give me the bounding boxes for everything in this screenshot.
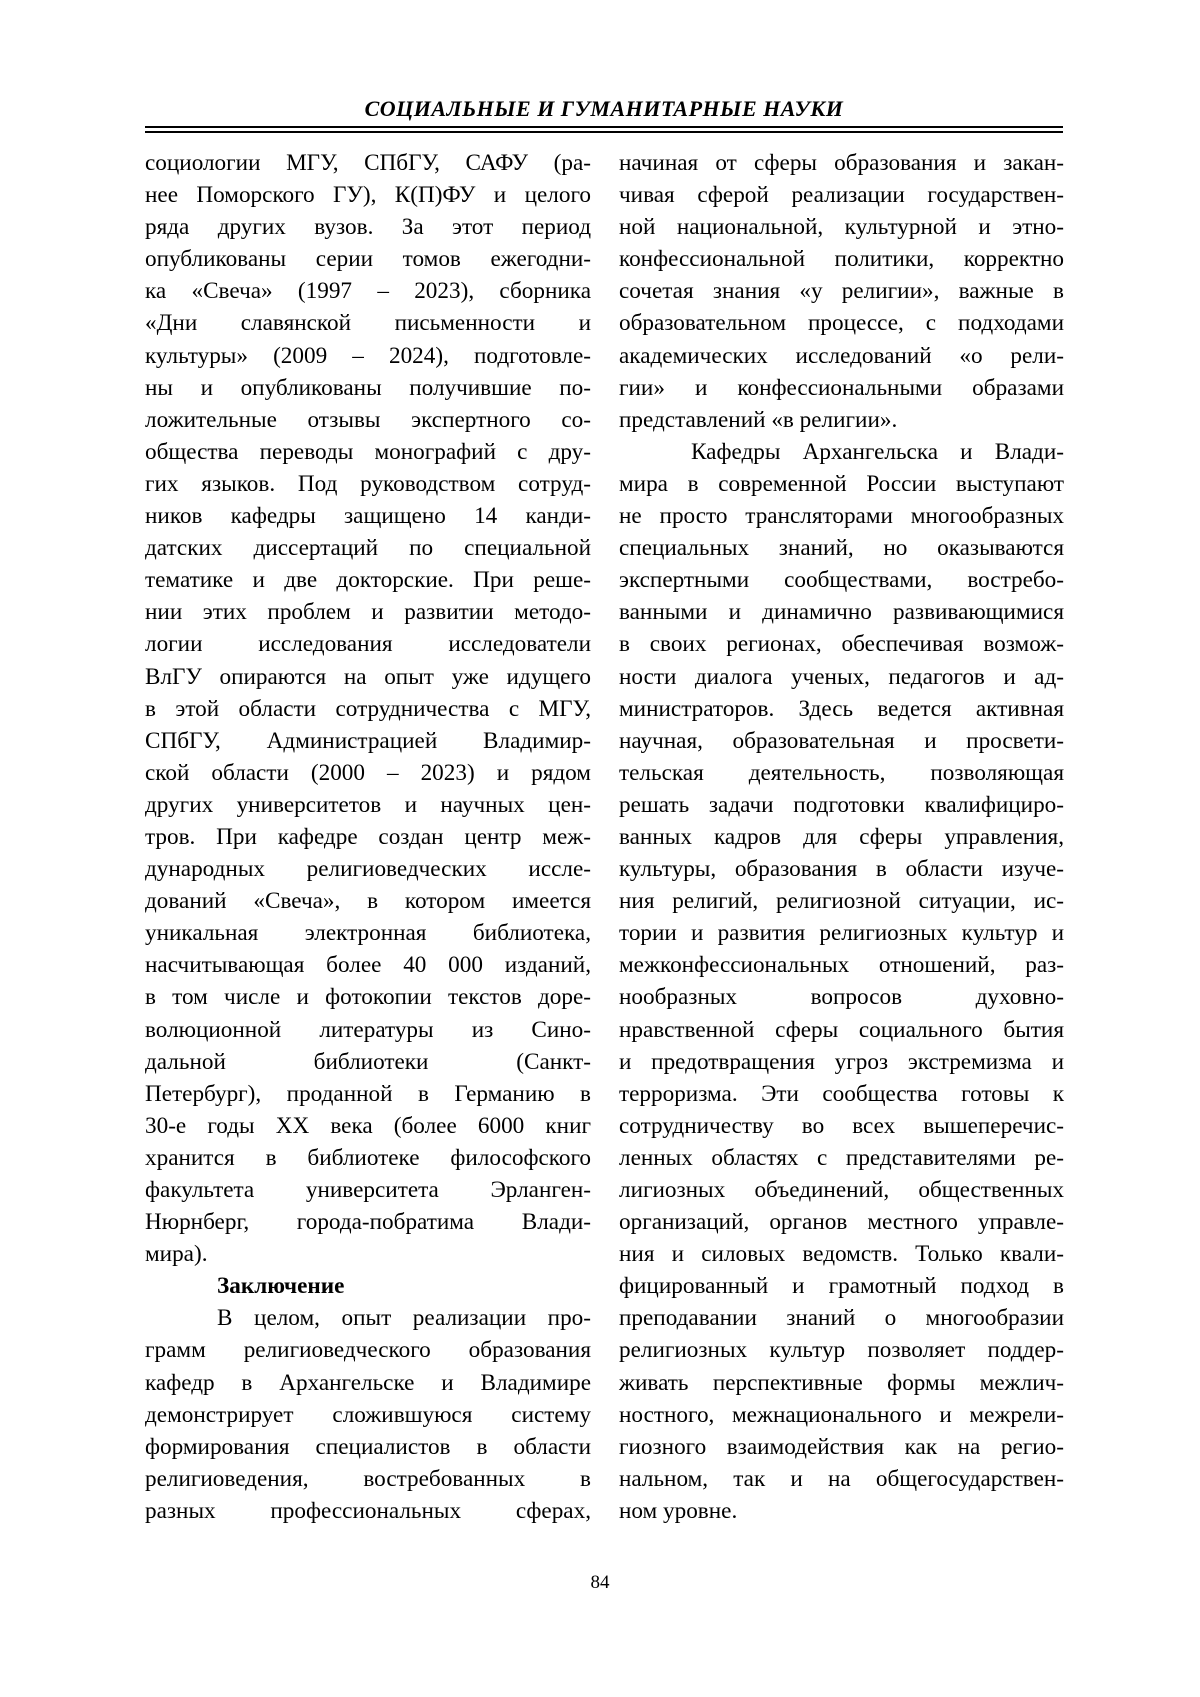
text-line: преподавании знаний о многообразии — [619, 1305, 1064, 1332]
text-line: не просто трансляторами многообразных — [619, 503, 1064, 530]
text-line: нравственной сферы социального бытия — [619, 1016, 1064, 1043]
right-column — [619, 147, 1064, 1527]
text-line: нальном, так и на общегосударствен- — [619, 1465, 1064, 1492]
text-line: экспертными сообществами, востребо- — [619, 567, 1064, 594]
text-line: решать задачи подготовки квалифициро- — [619, 791, 1064, 818]
text-line: Петербург), проданной в Германию в — [145, 1080, 591, 1107]
text-line: 30-е годы XX века (более 6000 книг — [145, 1112, 591, 1139]
text-line: в своих регионах, обеспечивая возмож- — [619, 631, 1064, 658]
text-line: нее Поморского ГУ), К(П)ФУ и целого — [145, 182, 591, 209]
text-line: ном уровне. — [619, 1497, 738, 1524]
text-line: фицированный и грамотный подход в — [619, 1273, 1064, 1300]
text-line: насчитывающая более 40 000 изданий, — [145, 952, 591, 979]
text-line: формирования специалистов в области — [145, 1433, 591, 1460]
left-column — [145, 147, 591, 1527]
page-number: 84 — [590, 1572, 610, 1593]
text-line: ряда других вузов. За этот период — [145, 214, 591, 241]
text-line: религиоведения, востребованных в — [145, 1465, 591, 1492]
text-line: ности диалога ученых, педагогов и ад- — [619, 663, 1064, 690]
text-line: ной национальной, культурной и этно- — [619, 214, 1064, 241]
left-paragraph-1 — [145, 147, 591, 1270]
text-line: дований «Свеча», в котором имеется — [145, 888, 591, 915]
text-line: нообразных вопросов духовно- — [619, 984, 1064, 1011]
text-line: сотрудничеству во всех вышеперечис- — [619, 1112, 1064, 1139]
text-line: кафедр в Архангельске и Владимире — [145, 1369, 591, 1396]
header-rule-bottom — [145, 131, 1063, 133]
text-line: ванных кадров для сферы управления, — [619, 823, 1064, 850]
text-line: логии исследования исследователи — [145, 631, 591, 658]
text-line: в этой области сотрудничества с МГУ, — [145, 695, 591, 722]
text-line: живать перспективные формы межлич- — [619, 1369, 1064, 1396]
text-line: датских диссертаций по специальной — [145, 535, 591, 562]
text-line: волюционной литературы из Сино- — [145, 1016, 591, 1043]
text-line: опубликованы серии томов ежегодни- — [145, 246, 591, 273]
text-line: ложительные отзывы экспертного со- — [145, 406, 591, 433]
text-line: общества переводы монографий с дру- — [145, 438, 591, 465]
text-line: СПбГУ, Администрацией Владимир- — [145, 727, 591, 754]
text-line: и предотвращения угроз экстремизма и — [619, 1048, 1064, 1075]
text-line: ской области (2000 – 2023) и рядом — [145, 759, 591, 786]
text-line: разных профессиональных сферах, — [145, 1497, 591, 1524]
text-line: мира в современной России выступают — [619, 470, 1064, 497]
text-line: демонстрирует сложившуюся систему — [145, 1401, 591, 1428]
text-line: грамм религиоведческого образования — [145, 1337, 591, 1364]
text-line: тров. При кафедре создан центр меж- — [145, 823, 591, 850]
text-line: тории и развития религиозных культур и — [619, 920, 1064, 947]
text-line: В целом, опыт реализации про- — [217, 1305, 591, 1332]
text-line: межконфессиональных отношений, раз- — [619, 952, 1064, 979]
text-line: других университетов и научных цен- — [145, 791, 591, 818]
text-line: гии» и конфессиональными образами — [619, 374, 1064, 401]
text-line: ВлГУ опираются на опыт уже идущего — [145, 663, 591, 690]
left-paragraph-2 — [145, 1302, 591, 1527]
text-line: религиозных культур позволяет поддер- — [619, 1337, 1064, 1364]
conclusion-subheading: Заключение — [217, 1273, 345, 1300]
text-line: ников кафедры защищено 14 канди- — [145, 503, 591, 530]
text-line: терроризма. Эти сообщества готовы к — [619, 1080, 1064, 1107]
text-line: чивая сферой реализации государствен- — [619, 182, 1064, 209]
text-line: сочетая знания «у религии», важные в — [619, 278, 1064, 305]
text-line: ны и опубликованы получившие по- — [145, 374, 591, 401]
text-line: дальной библиотеки (Санкт- — [145, 1048, 591, 1075]
text-line: ка «Свеча» (1997 – 2023), сборника — [145, 278, 591, 305]
text-line: тематике и две докторские. При реше- — [145, 567, 591, 594]
text-line: социологии МГУ, СПбГУ, САФУ (ра- — [145, 150, 591, 176]
right-paragraph-1 — [619, 147, 1064, 436]
text-line: специальных знаний, но оказываются — [619, 535, 1064, 562]
text-line: ния и силовых ведомств. Только квали- — [619, 1241, 1064, 1268]
text-line: министраторов. Здесь ведется активная — [619, 695, 1064, 722]
text-line: образовательном процессе, с подходами — [619, 310, 1064, 337]
text-line: организаций, органов местного управле- — [619, 1209, 1064, 1236]
text-line: факультета университета Эрланген- — [145, 1177, 591, 1203]
text-line: конфессиональной политики, корректно — [619, 246, 1064, 273]
text-line: тельская деятельность, позволяющая — [619, 759, 1064, 786]
text-line: Нюрнберг, города-побратима Влади- — [145, 1209, 591, 1236]
text-line: ванными и динамично развивающимися — [619, 599, 1064, 626]
text-line: ния религий, религиозной ситуации, ис- — [619, 888, 1064, 915]
text-line: гих языков. Под руководством сотруд- — [145, 470, 591, 497]
text-line: ностного, межнационального и межрели- — [619, 1401, 1064, 1428]
text-line: уникальная электронная библиотека, — [145, 920, 591, 947]
text-line: ленных областях с представителями ре- — [619, 1144, 1064, 1171]
running-header: СОЦИАЛЬНЫЕ И ГУМАНИТАРНЫЕ НАУКИ — [364, 96, 844, 121]
text-line: мира). — [145, 1241, 208, 1268]
text-line: культуры, образования в области изуче- — [619, 856, 1064, 883]
header-rule-top — [145, 126, 1063, 128]
text-line: «Дни славянской письменности и — [145, 310, 591, 337]
text-line: представлений «в религии». — [619, 406, 898, 433]
right-paragraph-2 — [619, 436, 1064, 1527]
text-line: нии этих проблем и развитии методо- — [145, 599, 591, 626]
text-line: начиная от сферы образования и закан- — [619, 150, 1064, 176]
text-line: Кафедры Архангельска и Влади- — [691, 438, 1064, 465]
text-line: в том числе и фотокопии текстов доре- — [145, 984, 591, 1011]
text-line: гиозного взаимодействия как на регио- — [619, 1433, 1064, 1460]
text-line: академических исследований «о рели- — [619, 342, 1064, 369]
text-line: лигиозных объединений, общественных — [619, 1177, 1064, 1203]
text-line: хранится в библиотеке философского — [145, 1144, 591, 1171]
text-line: дународных религиоведческих иссле- — [145, 856, 591, 883]
text-line: научная, образовательная и просвети- — [619, 727, 1064, 754]
text-line: культуры» (2009 – 2024), подготовле- — [145, 342, 591, 369]
